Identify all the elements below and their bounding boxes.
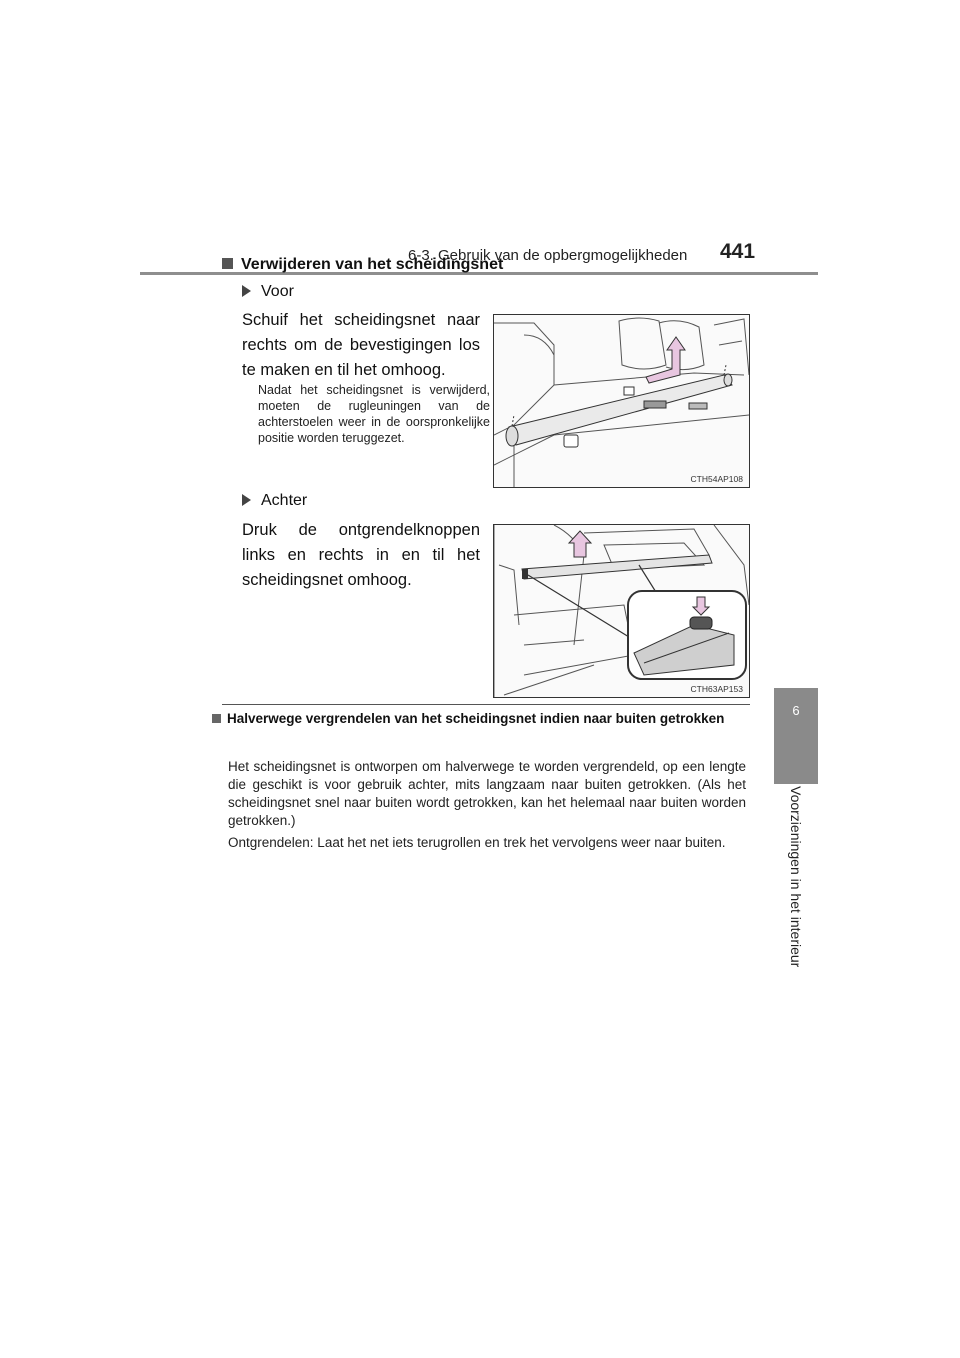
info-separator	[222, 704, 750, 705]
cargo-net-front-illustration	[494, 315, 749, 487]
rear-instruction: Druk de ontgrendelknoppen links en rechts in en til het scheidingsnet omhoog.	[242, 521, 480, 589]
figure-code: CTH63AP153	[690, 684, 743, 694]
triangle-bullet-icon	[242, 285, 251, 297]
cargo-net-rear-illustration	[494, 525, 749, 697]
triangle-bullet-icon	[242, 494, 251, 506]
lift-arrow-icon	[569, 531, 591, 557]
chapter-tab: 6	[774, 688, 818, 784]
section-heading: Verwijderen van het scheidingsnet	[222, 256, 503, 274]
square-bullet-icon	[222, 258, 233, 269]
front-instruction: Schuif het scheidingsnet naar rechts om de bevestigingen los te maken en til het omhoog.	[242, 311, 480, 379]
info-paragraph-1: Het scheidingsnet is ontworpen om halverwege te worden vergrendeld, op een lengte die geschikt is voor gebruik achter, mits langzaam naar buiten getrokken. (Als het scheidingsnet snel naar buiten wordt getrokken, kan het helemaal naar buiten worden getrokken.)	[228, 759, 746, 828]
info-paragraph-2: Ontgrendelen: Laat het net iets terugrollen en trek het vervolgens weer naar buiten.	[228, 835, 726, 850]
subheading-front: Voor	[242, 283, 294, 301]
figure-rear-cargo-net	[493, 524, 750, 698]
chapter-title: Voorzieningen in het interieur	[788, 786, 804, 968]
square-bullet-icon	[212, 714, 221, 723]
subheading-rear: Achter	[242, 492, 307, 510]
info-heading: Halverwege vergrendelen van het scheidingsnet indien naar buiten getrokken	[212, 710, 748, 727]
section-title: 6-3. Gebruik van de opbergmogelijkheden	[408, 247, 688, 264]
figure-code: CTH54AP108	[690, 474, 743, 484]
figure-front-cargo-net	[493, 314, 750, 488]
chapter-title-vertical	[776, 786, 816, 968]
page-number: 441	[720, 240, 756, 263]
front-note: Nadat het scheidingsnet is verwijderd, moeten de rugleuningen van de achterstoelen weer in de oorspronkelijke positie worden teruggezet.	[258, 383, 490, 445]
